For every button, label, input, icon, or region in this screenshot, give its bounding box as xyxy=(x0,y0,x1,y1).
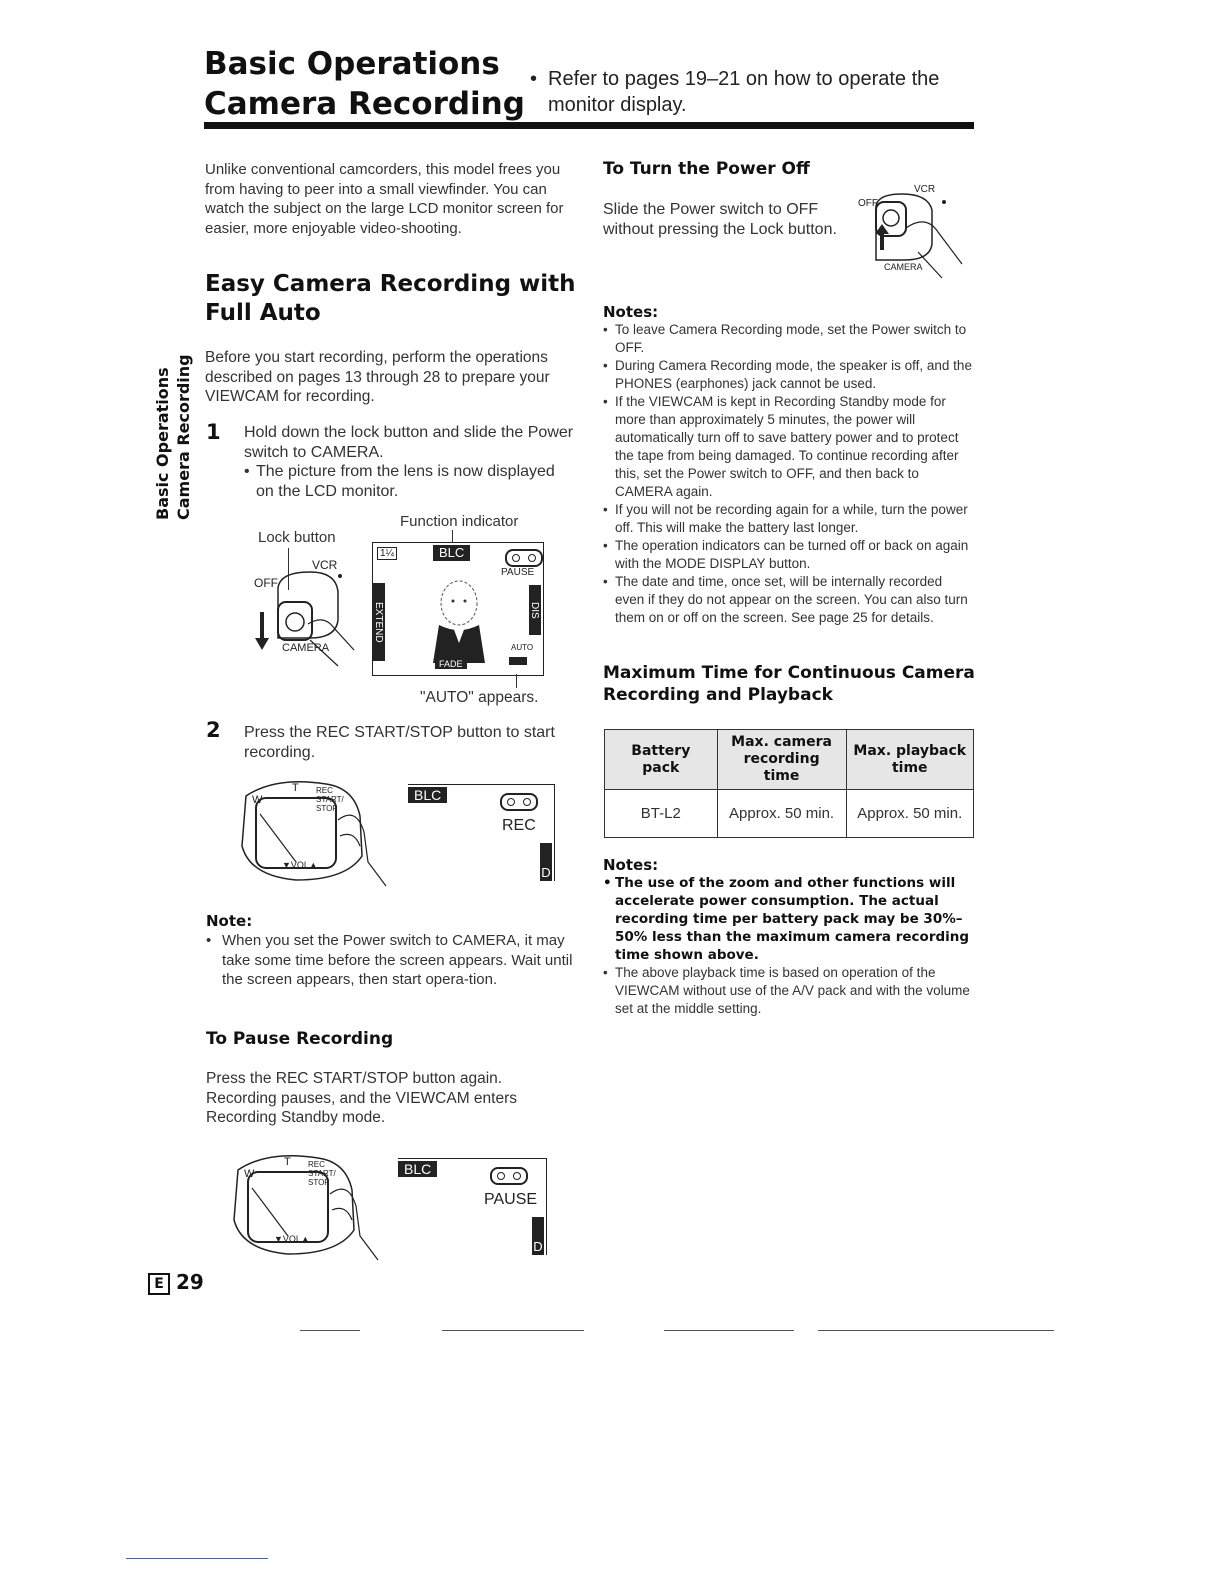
step-note-heading: Note: xyxy=(206,912,253,930)
fig3-pause-label: PAUSE xyxy=(484,1191,538,1208)
notes2-item: • The above playback time is based on operation of the VIEWCAM without use of the A/V pack and with the volume set at the middle setting. xyxy=(603,964,975,1018)
fig1-blc-indicator: BLC xyxy=(433,545,470,561)
fig1-counter: 1¼ xyxy=(377,547,397,560)
side-tab xyxy=(152,354,194,520)
figure-power-switch-lcd xyxy=(250,508,550,708)
table-header-playback: Max. playback time xyxy=(846,730,973,790)
fig-off-off-label: OFF xyxy=(858,198,878,209)
header-note xyxy=(530,66,950,118)
table-cell-recording: Approx. 50 min. xyxy=(717,790,846,838)
figure-pause xyxy=(228,1150,558,1268)
cassette-icon xyxy=(505,549,543,567)
fig2-blc-indicator: BLC xyxy=(408,787,447,803)
notes1-item: • During Camera Recording mode, the speaker is off, and the PHONES (earphones) jack cannot be used. xyxy=(603,357,975,393)
fig-off-camera-label: CAMERA xyxy=(884,262,923,272)
lock-button-label: Lock button xyxy=(258,529,336,546)
table-header-recording: Max. camera recording time xyxy=(717,730,846,790)
fig1-pause-label: PAUSE xyxy=(501,567,535,578)
page-number-value: 29 xyxy=(176,1270,204,1294)
header-rule xyxy=(204,122,974,129)
footer-line xyxy=(442,1330,584,1331)
subject-figure-icon xyxy=(419,563,499,673)
fig1-fade-indicator: FADE xyxy=(435,659,467,669)
easy-heading: Easy Camera Recording with Full Auto xyxy=(205,271,576,326)
notes1-heading: Notes: xyxy=(603,303,659,321)
language-e-icon: E xyxy=(148,1273,170,1295)
footer-blue-line xyxy=(126,1558,268,1559)
lcd-screen-fig2 xyxy=(408,784,555,881)
page-number xyxy=(148,1270,204,1295)
step2-number: 2 xyxy=(206,718,221,742)
fig2-cassette-icon xyxy=(500,793,538,811)
notes2-list xyxy=(603,874,975,1018)
fig3-vol-label: ▼VOL▲ xyxy=(274,1234,310,1244)
step1-text: Hold down the lock button and slide the Power switch to CAMERA. xyxy=(244,424,574,461)
fig3-blc-indicator: BLC xyxy=(398,1161,437,1177)
pause-text: Press the REC START/STOP button again. Recording pauses, and the VIEWCAM enters Recording Standby mode. xyxy=(206,1070,518,1126)
notes2-bold-item: • The use of the zoom and other functions will accelerate power consumption. The actual recording time per battery pack may be 30%–50% less than the maximum camera recording time shown above. xyxy=(603,874,975,964)
step-note-text: • When you set the Power switch to CAMERA, it may take some time before the screen appears. Wait until the screen appears, then start opera-tion. xyxy=(206,931,576,990)
side-tab-line1: Basic Operations xyxy=(153,367,172,520)
fig2-w-label: W xyxy=(252,794,263,806)
notes1-item: • If the VIEWCAM is kept in Recording Standby mode for more than approximately 5 minutes, the power will automatically turn off to save battery power and to protect the tape from being damaged. To continue recording after this, set the Power switch to OFF, and then back to CAMERA again. xyxy=(603,393,975,501)
notes1-list xyxy=(603,321,975,627)
table-row xyxy=(605,790,974,838)
lcd-screen-fig3 xyxy=(398,1158,547,1255)
function-indicator-label: Function indicator xyxy=(400,513,519,530)
fig1-auto-label: AUTO xyxy=(511,643,534,652)
figure-rec-start xyxy=(236,776,566,894)
lcd-screen-fig1 xyxy=(372,542,544,676)
step1-bullet xyxy=(244,462,574,502)
fig2-rec-start-label: REC START/ STOP xyxy=(316,786,344,813)
notes1-item: • The operation indicators can be turned off or back on again with the MODE DISPLAY button. xyxy=(603,537,975,573)
side-tab-line2: Camera Recording xyxy=(174,354,193,520)
fig1-dis-tab: DIS xyxy=(529,585,541,635)
battery-time-table xyxy=(604,729,974,838)
footer-line xyxy=(300,1330,360,1331)
header-note-text: • Refer to pages 19–21 on how to operate the monitor display. xyxy=(530,66,950,118)
max-time-heading: Maximum Time for Continuous Camera Recording and Playback xyxy=(603,663,975,705)
power-off-heading: To Turn the Power Off xyxy=(603,159,810,179)
table-cell-battery: BT-L2 xyxy=(605,790,718,838)
step2-text: Press the REC START/STOP button to start recording. xyxy=(244,724,555,761)
fig3-w-label: W xyxy=(244,1168,255,1180)
notes1-item: • To leave Camera Recording mode, set the Power switch to OFF. xyxy=(603,321,975,357)
fig1-extend-tab: EXTEND xyxy=(373,583,385,661)
fig3-d-tab: D xyxy=(532,1217,544,1255)
power-off-text: Slide the Power switch to OFF without pressing the Lock button. xyxy=(603,201,837,238)
fig-off-vcr-label: VCR xyxy=(914,184,936,195)
pause-heading: To Pause Recording xyxy=(206,1029,394,1049)
notes2-heading: Notes: xyxy=(603,856,659,874)
table-header-battery: Battery pack xyxy=(605,730,718,790)
easy-before-text: Before you start recording, perform the operations described on pages 13 through 28 to prepare your VIEWCAM for recording. xyxy=(205,349,550,405)
intro-paragraph: Unlike conventional camcorders, this model frees you from having to peer into a small viewfinder. You can watch the subject on the large LCD monitor screen for easier, more enjoyable video-shooting. xyxy=(205,161,564,237)
fig2-t-label: T xyxy=(292,782,299,794)
notes1-item: • The date and time, once set, will be internally recorded even if they do not appear on the screen. You can also turn them on or off on the screen. See page 25 for details. xyxy=(603,573,975,627)
footer-line xyxy=(664,1330,794,1331)
fig3-rec-start-label: REC START/ STOP xyxy=(308,1160,336,1187)
notes1-item: • If you will not be recording again for a while, turn the power off. This will make the battery last longer. xyxy=(603,501,975,537)
fig1-camera-label: CAMERA xyxy=(282,642,330,654)
fig3-t-label: T xyxy=(284,1156,291,1168)
fig2-vol-label: ▼VOL▲ xyxy=(282,860,318,870)
footer-line xyxy=(818,1330,1054,1331)
battery-icon xyxy=(509,657,527,665)
step-note xyxy=(206,931,576,990)
step1-number: 1 xyxy=(206,420,221,444)
fig2-d-tab: D xyxy=(540,843,552,881)
page-title-line2: Camera Recording xyxy=(204,86,525,122)
auto-appears-caption: "AUTO" appears. xyxy=(420,689,539,706)
fig1-off-label: OFF xyxy=(254,576,278,590)
step1-bullet-text: • The picture from the lens is now displayed on the LCD monitor. xyxy=(244,462,574,502)
auto-leader-line xyxy=(516,674,517,688)
fig2-rec-label: REC xyxy=(502,817,536,834)
table-cell-playback: Approx. 50 min. xyxy=(846,790,973,838)
page-title-line1: Basic Operations xyxy=(204,46,500,82)
fig1-vcr-label: VCR xyxy=(312,558,338,572)
fig3-cassette-icon xyxy=(490,1167,528,1185)
